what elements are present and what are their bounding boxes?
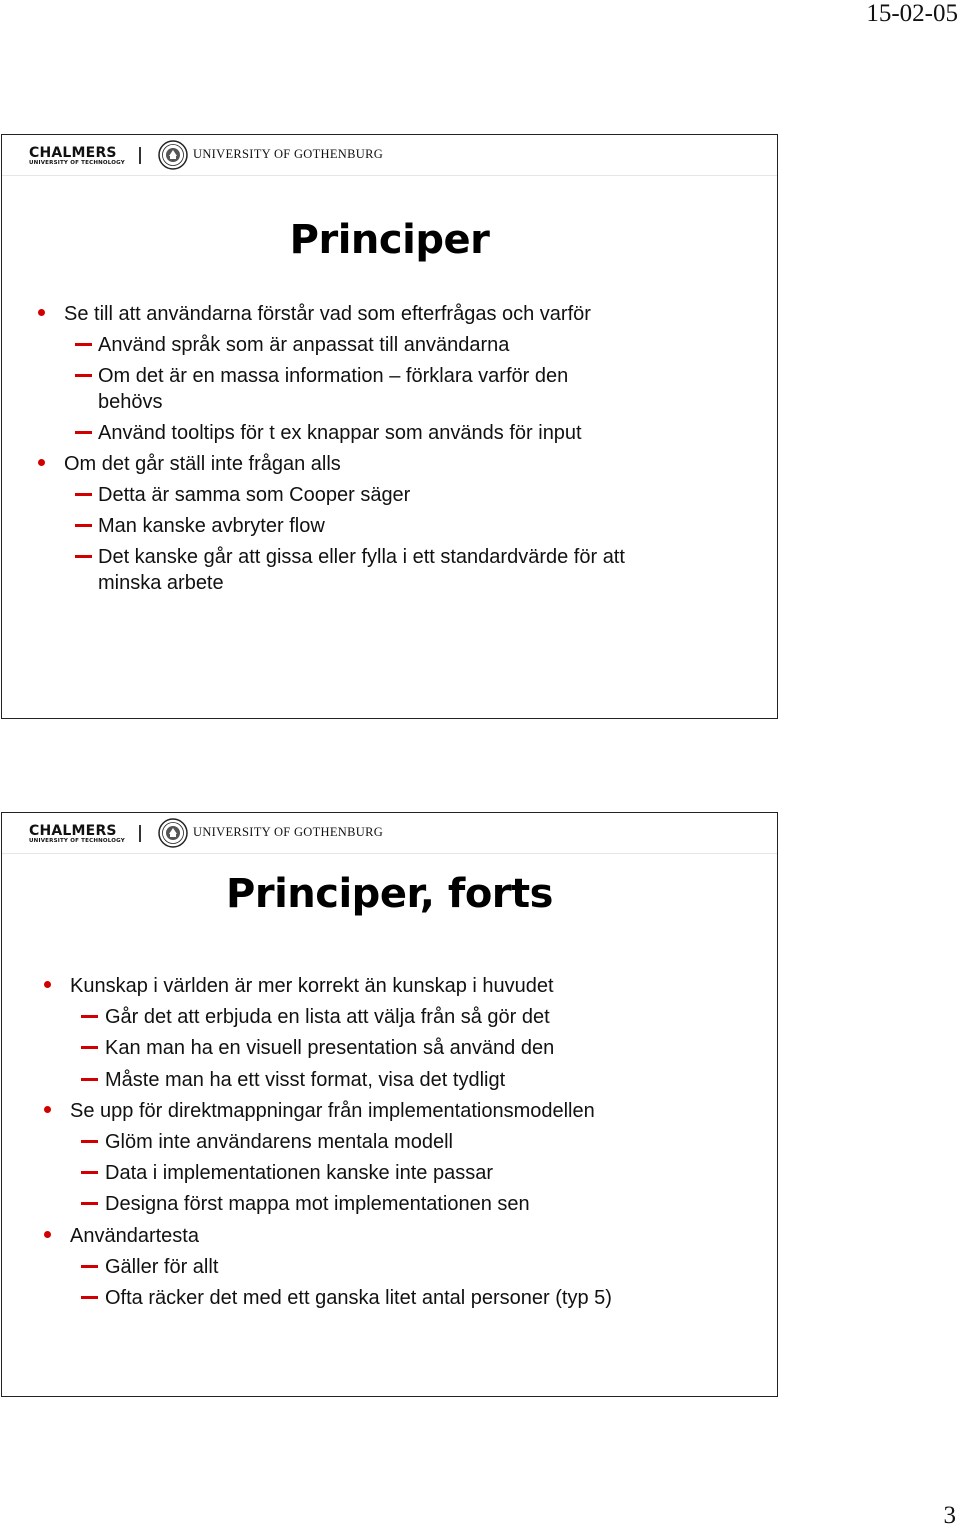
bullet-item — [2, 1098, 762, 1124]
bullet-text: Glöm inte användarens mentala modell — [105, 1131, 453, 1153]
slide-2 — [1, 812, 778, 1397]
bullet-dash-icon — [81, 1265, 98, 1268]
chalmers-logo-name: CHALMERS — [29, 823, 117, 839]
bullet-dot-icon — [44, 1106, 51, 1113]
bullet-text: Se upp för direktmappningar från implementationsmodellen — [70, 1099, 595, 1122]
bullet-text: Det kanske går att gissa eller fylla i ett standardvärde för att — [98, 546, 625, 568]
header-divider — [139, 825, 141, 842]
bullet-text: Måste man ha ett visst format, visa det tydligt — [105, 1068, 506, 1091]
bullet-dash-icon — [81, 1046, 98, 1049]
bullet-dash-icon — [81, 1140, 98, 1143]
chalmers-logo — [29, 824, 125, 845]
sub-bullet-item — [2, 1035, 762, 1061]
sub-bullet-item — [2, 482, 762, 508]
bullet-text: Använd språk som är anpassat till användarna — [98, 334, 510, 356]
bullet-dash-icon — [75, 374, 92, 377]
sub-bullet-item — [2, 1191, 762, 1217]
bullet-dash-icon — [75, 343, 92, 346]
page-date: 15-02-05 — [866, 0, 958, 27]
sub-bullet-item — [2, 513, 762, 539]
slide-header — [2, 813, 777, 854]
sub-bullet-item — [2, 1254, 762, 1280]
bullet-text: Se till att användarna förstår vad som efterfrågas och varför — [64, 303, 591, 325]
bullet-item — [2, 451, 762, 477]
bullet-text: Om det går ställ inte frågan alls — [64, 453, 341, 475]
bullet-text: Ofta räcker det med ett ganska litet antal personer (typ 5) — [105, 1287, 612, 1309]
bullet-dash-icon — [81, 1171, 98, 1174]
sub-bullet-item — [2, 1285, 762, 1311]
bullet-dash-icon — [75, 493, 92, 496]
bullet-dash-icon — [81, 1015, 98, 1018]
bullet-text: Man kanske avbryter flow — [98, 515, 325, 537]
slide-title: Principer, forts — [226, 871, 553, 917]
bullet-text: Använd tooltips för t ex knappar som används för input — [98, 422, 582, 444]
bullet-dash-icon — [81, 1202, 98, 1205]
sub-bullet-item — [2, 544, 762, 596]
gu-logo-name: UNIVERSITY OF GOTHENBURG — [193, 825, 384, 839]
sub-bullet-item — [2, 332, 762, 358]
header-divider — [139, 147, 141, 164]
gu-seal-icon — [158, 818, 188, 848]
bullet-dash-icon — [75, 555, 92, 558]
bullet-item — [2, 301, 762, 327]
bullet-dash-icon — [75, 431, 92, 434]
bullet-text: Detta är samma som Cooper säger — [98, 484, 411, 506]
sub-bullet-item — [2, 363, 762, 415]
sub-bullet-item — [2, 1004, 762, 1030]
bullet-text: Data i implementationen kanske inte passar — [105, 1162, 493, 1185]
bullet-text: minska arbete — [98, 572, 224, 594]
bullet-item — [2, 1223, 762, 1249]
sub-bullet-item — [2, 420, 762, 446]
gu-seal-icon — [158, 140, 188, 170]
bullet-text: Gäller för allt — [105, 1255, 219, 1278]
chalmers-logo-sub: UNIVERSITY OF TECHNOLOGY — [29, 838, 125, 844]
sub-bullet-item — [2, 1160, 762, 1186]
page-number: 3 — [943, 1502, 956, 1529]
bullet-dot-icon — [38, 459, 45, 466]
bullet-dash-icon — [75, 524, 92, 527]
bullet-dot-icon — [44, 1231, 51, 1238]
bullet-text: Designa först mappa mot implementationen sen — [105, 1193, 530, 1216]
bullet-dot-icon — [38, 309, 45, 316]
bullet-text: Om det är en massa information – förklara varför den — [98, 365, 569, 387]
slide-1 — [1, 134, 778, 719]
chalmers-logo-sub: UNIVERSITY OF TECHNOLOGY — [29, 160, 125, 166]
bullet-dash-icon — [81, 1296, 98, 1299]
sub-bullet-item — [2, 1067, 762, 1093]
sub-bullet-item — [2, 1129, 762, 1155]
bullet-text: Kunskap i världen är mer korrekt än kunskap i huvudet — [70, 975, 554, 997]
bullet-dash-icon — [81, 1078, 98, 1081]
bullet-dot-icon — [44, 981, 51, 988]
bullet-text: Kan man ha en visuell presentation så använd den — [105, 1037, 555, 1060]
chalmers-logo — [29, 146, 125, 167]
slide-title: Principer — [289, 217, 490, 263]
gu-logo-name: UNIVERSITY OF GOTHENBURG — [193, 147, 384, 161]
bullet-text: Går det att erbjuda en lista att välja från så gör det — [105, 1006, 550, 1029]
slide-header — [2, 135, 777, 176]
bullet-item — [2, 973, 762, 999]
bullet-text: Användartesta — [70, 1224, 199, 1247]
bullet-text: behövs — [98, 391, 163, 413]
chalmers-logo-name: CHALMERS — [29, 145, 117, 161]
